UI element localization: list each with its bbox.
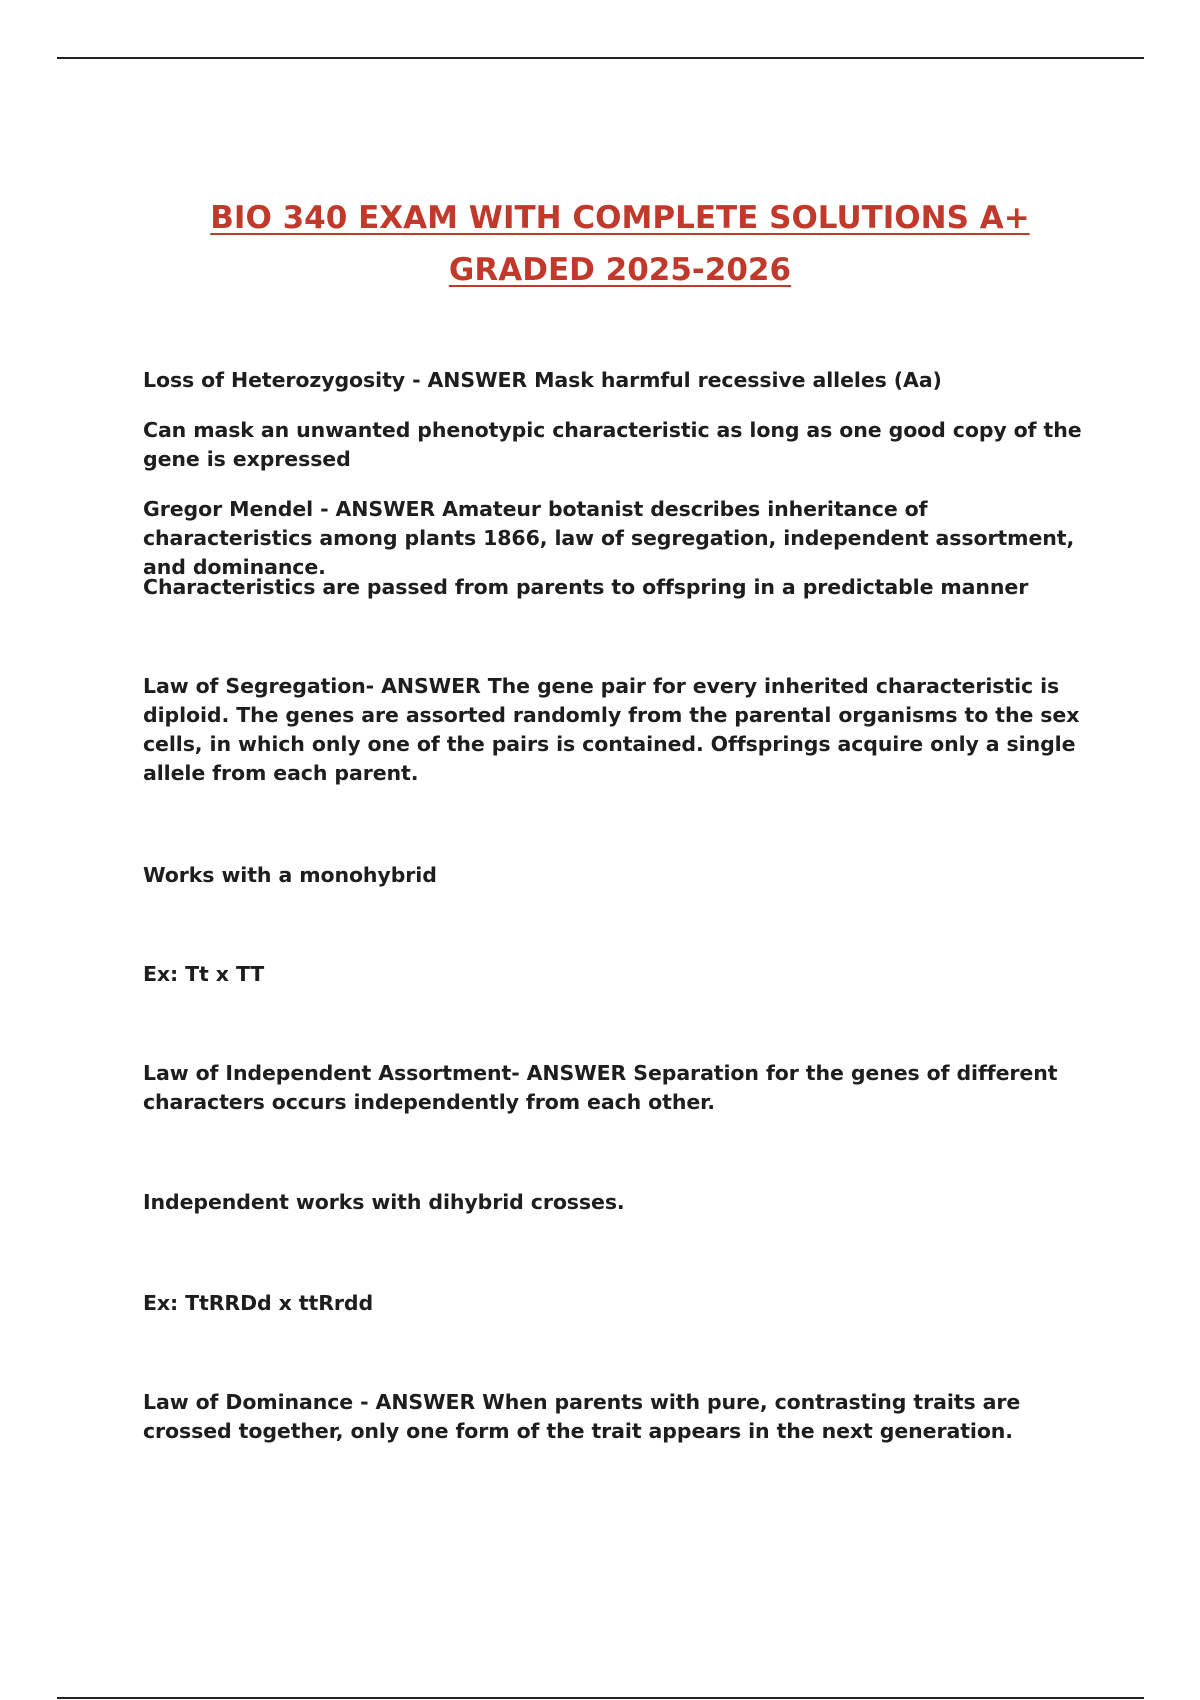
paragraph-example-monohybrid: Ex: Tt x TT [143,962,265,986]
title-line-2: GRADED 2025-2026 [448,252,792,288]
paragraph-loss-of-heterozygosity: Loss of Heterozygosity - ANSWER Mask harmful recessive alleles (Aa) [143,368,942,392]
title-line-1: BIO 340 EXAM WITH COMPLETE SOLUTIONS A+ [210,200,1030,236]
footer-rule [57,1697,1144,1699]
paragraph-mask-phenotype: Can mask an unwanted phenotypic characteristic as long as one good copy of the gene is expressed [143,418,1082,471]
paragraph-law-of-segregation: Law of Segregation- ANSWER The gene pair for every inherited characteristic is diploid. The genes are assorted randomly from the parental organisms to the sex cells, in which only one of the pairs is contained. Offsprings acquire only a single allele from each parent. [143,674,1080,785]
paragraph-characteristics: Characteristics are passed from parents to offspring in a predictable manner [143,575,1029,599]
paragraph-dihybrid: Independent works with dihybrid crosses. [143,1190,625,1214]
paragraph-law-of-independent-assortment: Law of Independent Assortment- ANSWER Separation for the genes of different characters occurs independently from each other. [143,1061,1058,1114]
paragraph-gregor-mendel: Gregor Mendel - ANSWER Amateur botanist describes inheritance of characteristics among plants 1866, law of segregation, independent assortment, and dominance. [143,497,1075,579]
paragraph-law-of-dominance: Law of Dominance - ANSWER When parents with pure, contrasting traits are crossed together, only one form of the trait appears in the next generation. [143,1390,1021,1443]
document-title [150,192,1090,296]
header-rule [57,57,1144,59]
paragraph-example-dihybrid: Ex: TtRRDd x ttRrdd [143,1291,374,1315]
paragraph-monohybrid: Works with a monohybrid [143,863,437,887]
